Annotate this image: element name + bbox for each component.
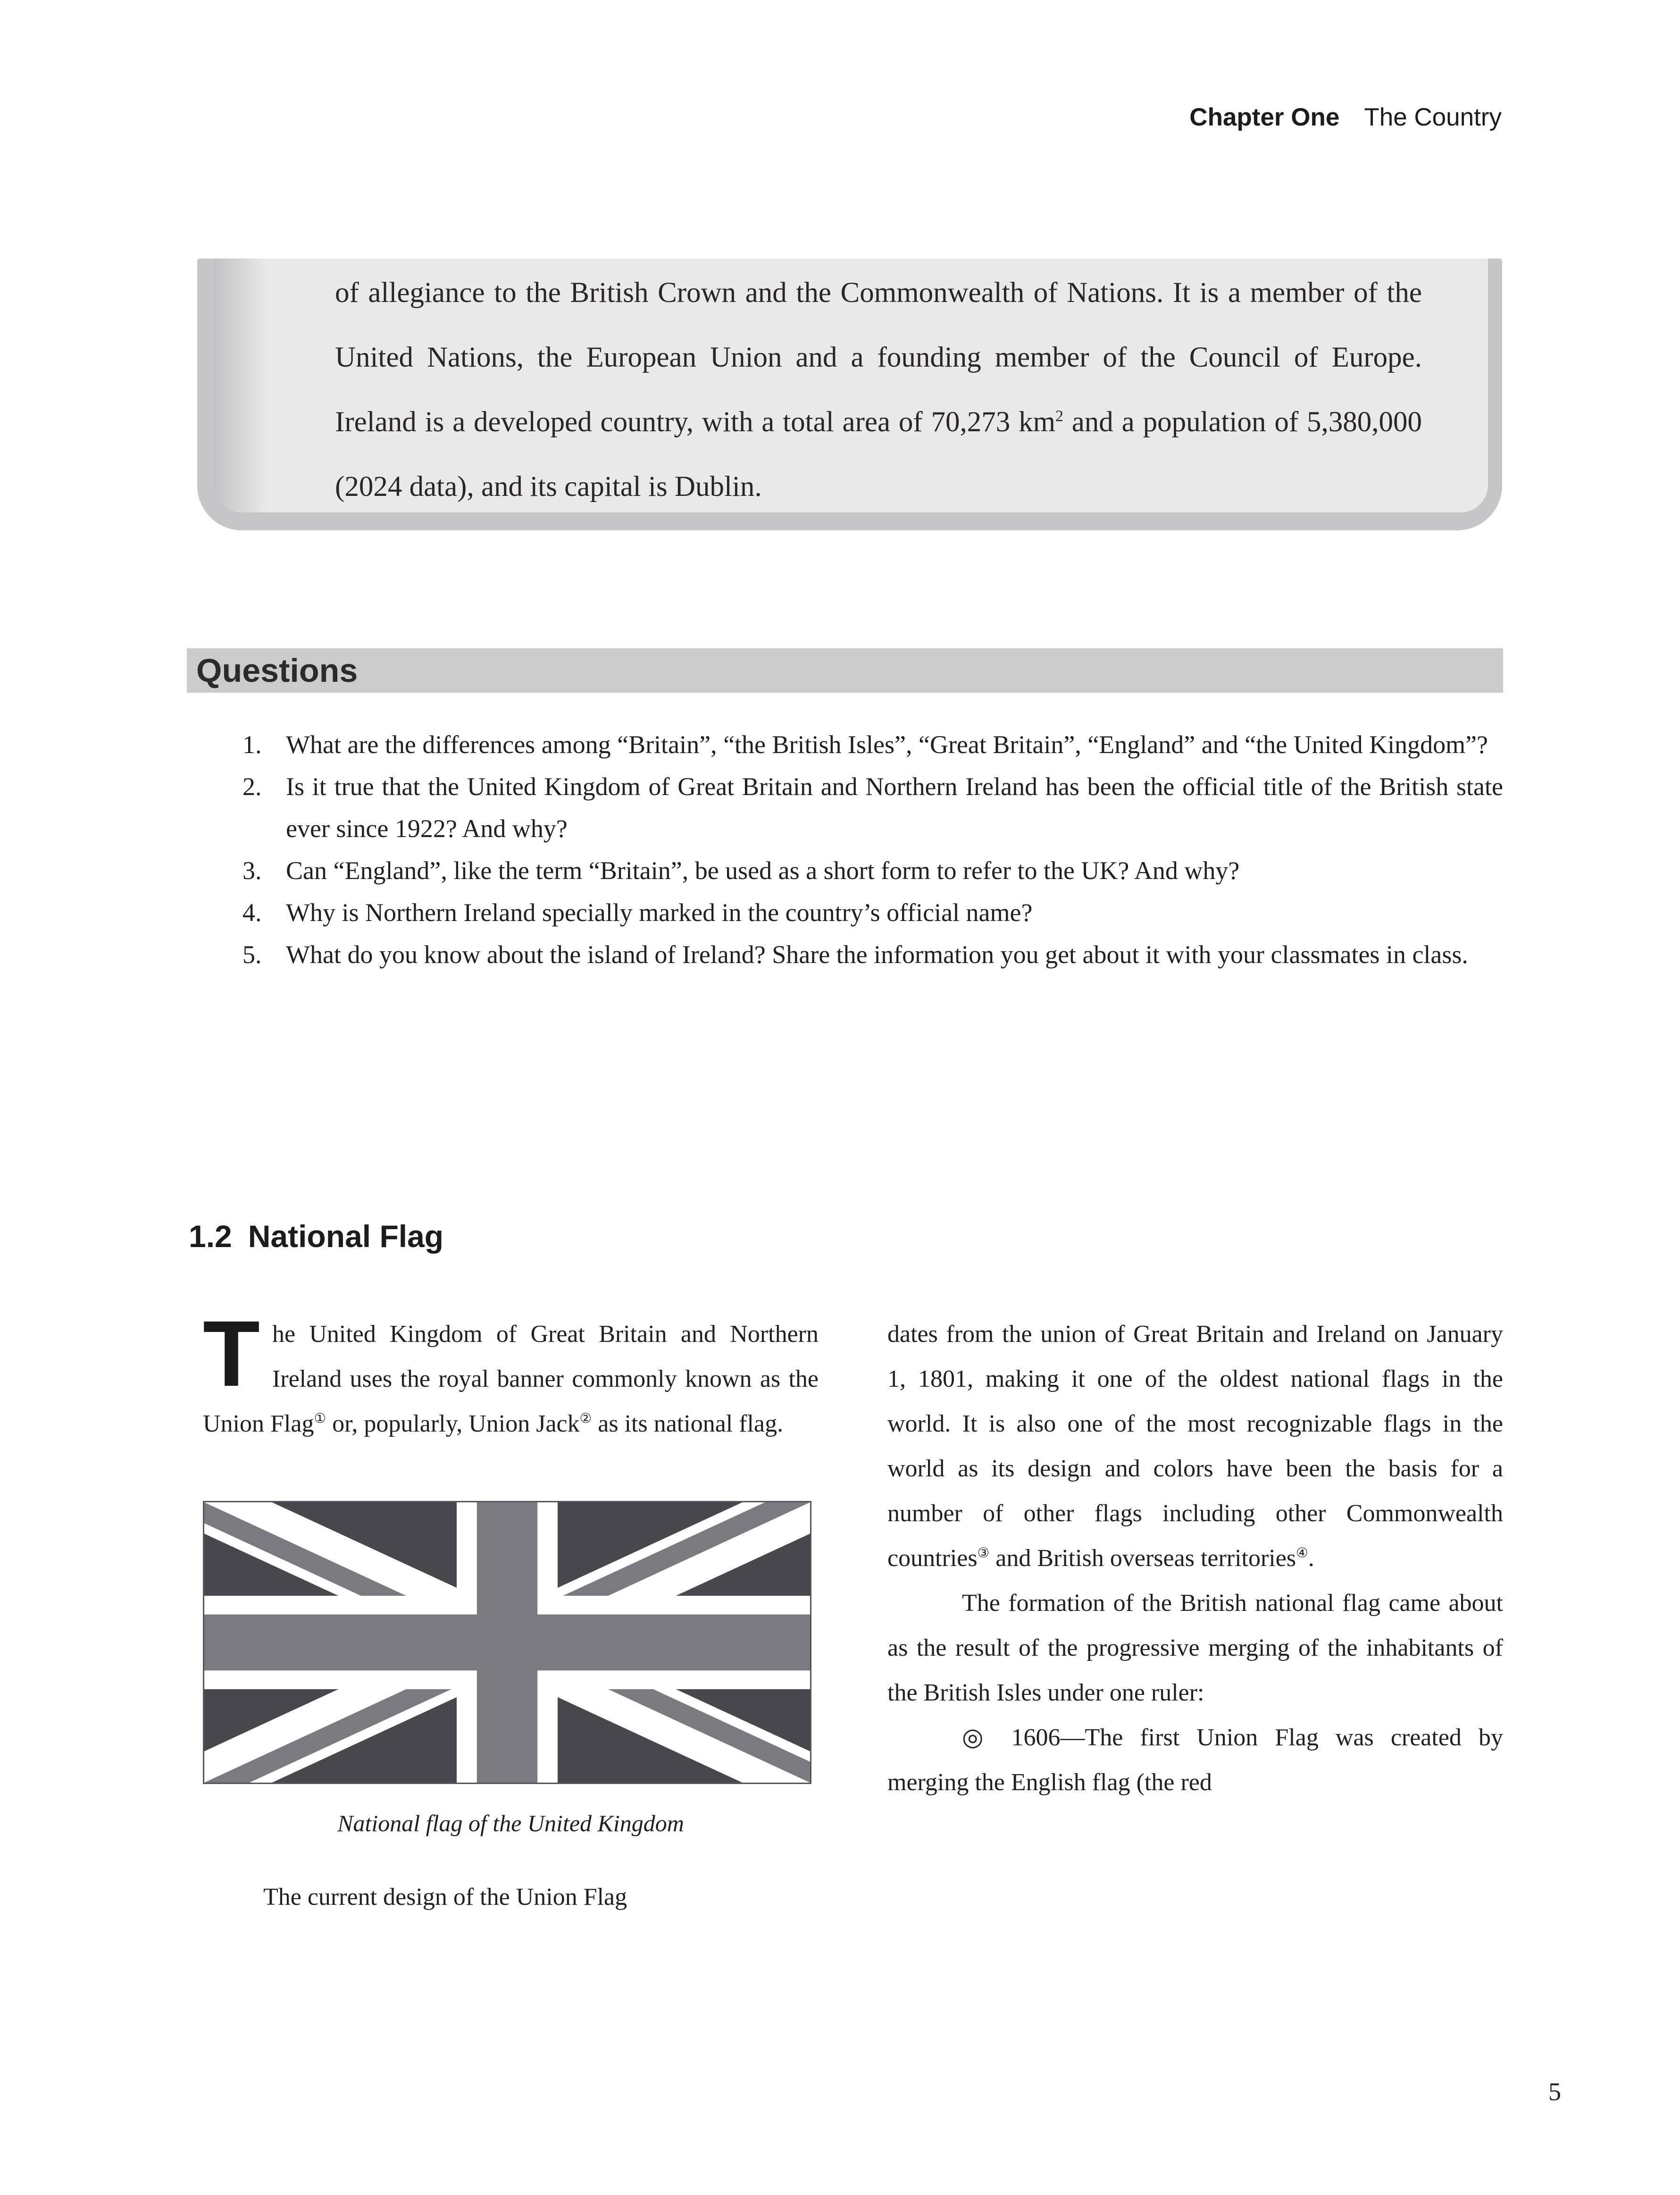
paragraph-flag-history xyxy=(887,1312,1503,1581)
questions-heading: Questions xyxy=(196,652,358,689)
question-text: What do you know about the island of Ireland? Share the information you get about it with your classmates in class. xyxy=(286,940,1468,969)
question-number: 4. xyxy=(242,898,262,927)
question-number: 5. xyxy=(242,940,262,969)
section-number: 1.2 xyxy=(189,1219,232,1254)
flag-caption: National flag of the United Kingdom xyxy=(337,1810,684,1836)
question-text: Why is Northern Ireland specially marked in the country’s official name? xyxy=(286,898,1033,927)
chapter-title: The Country xyxy=(1364,103,1502,131)
question-number: 3. xyxy=(242,856,262,885)
article-left-column xyxy=(203,1301,819,1919)
running-header xyxy=(1189,103,1502,132)
paragraph-text: and British overseas territories xyxy=(989,1545,1296,1572)
superscript-2: 2 xyxy=(1055,407,1063,425)
question-text: Is it true that the United Kingdom of Great Britain and Northern Ireland has been the official title of the British state ever since 1922? And why? xyxy=(286,772,1503,843)
question-number: 2. xyxy=(242,772,262,801)
paragraph-intro xyxy=(203,1301,819,1446)
footnote-marker-2: ② xyxy=(579,1411,592,1426)
intro-text-rest: and a population of 5,380,000 (2024 data), and its capital is Dublin. xyxy=(335,406,1422,503)
questions-list xyxy=(203,724,1503,976)
intro-box xyxy=(214,259,1488,512)
question-text: Can “England”, like the term “Britain”, be used as a short form to refer to the UK? And why? xyxy=(286,856,1240,885)
footnote-marker-4: ④ xyxy=(1296,1546,1308,1561)
question-number: 1. xyxy=(242,730,262,759)
paragraph-text: he United Kingdom of Great Britain and Northern Ireland uses the royal banner commonly known as the Union Flag xyxy=(203,1321,819,1437)
union-jack-image xyxy=(203,1501,811,1784)
paragraph-1606 xyxy=(887,1715,1503,1805)
paragraph-text: . xyxy=(1308,1545,1314,1572)
paragraph-text: as its national flag. xyxy=(592,1410,784,1437)
question-item xyxy=(203,934,1503,976)
chapter-label: Chapter One xyxy=(1189,103,1340,131)
intro-box-shadow xyxy=(197,259,1502,530)
union-jack-svg xyxy=(204,1502,810,1783)
section-title: National Flag xyxy=(248,1219,444,1254)
section-heading xyxy=(189,1218,443,1254)
paragraph-text: or, popularly, Union Jack xyxy=(326,1410,580,1437)
question-item xyxy=(203,892,1503,934)
questions-heading-bar xyxy=(187,648,1503,693)
intro-box-text xyxy=(335,260,1422,519)
bullseye-bullet-icon: ◎ xyxy=(962,1724,995,1751)
question-item xyxy=(203,766,1503,850)
article-right-column xyxy=(887,1312,1503,1919)
article-columns xyxy=(203,1301,1503,1919)
intro-text-main: of allegiance to the British Crown and the Commonwealth of Nations. It is a member of the United Nations, the European Union and a founding member of the Council of Europe. Ireland is a developed country, with a total area of 70,273 km xyxy=(335,277,1422,438)
flag-figure xyxy=(203,1501,819,1838)
paragraph-text: dates from the union of Great Britain and Ireland on January 1, 1801, making it one of the oldest national flags in the world. It is also one of the most recognizable flags in the world as its design and colors have been the basis for a number of other flags including other Commonwealth countries xyxy=(887,1321,1503,1572)
question-item xyxy=(203,850,1503,892)
question-item xyxy=(203,724,1503,766)
footnote-marker-3: ③ xyxy=(977,1546,990,1561)
paragraph-formation: The formation of the British national flag came about as the result of the progressive merging of the inhabitants of the British Isles under one ruler: xyxy=(887,1590,1503,1706)
question-text: What are the differences among “Britain”, “the British Isles”, “Great Britain”, “England” and “the United Kingdom”? xyxy=(286,730,1488,759)
paragraph-current-design: The current design of the Union Flag xyxy=(263,1884,627,1910)
dropcap-T: T xyxy=(203,1301,260,1406)
paragraph-text: 1606—The first Union Flag was created by merging the English flag (the red xyxy=(887,1724,1503,1796)
page-number: 5 xyxy=(1548,2078,1561,2106)
footnote-marker-1: ① xyxy=(314,1411,326,1426)
